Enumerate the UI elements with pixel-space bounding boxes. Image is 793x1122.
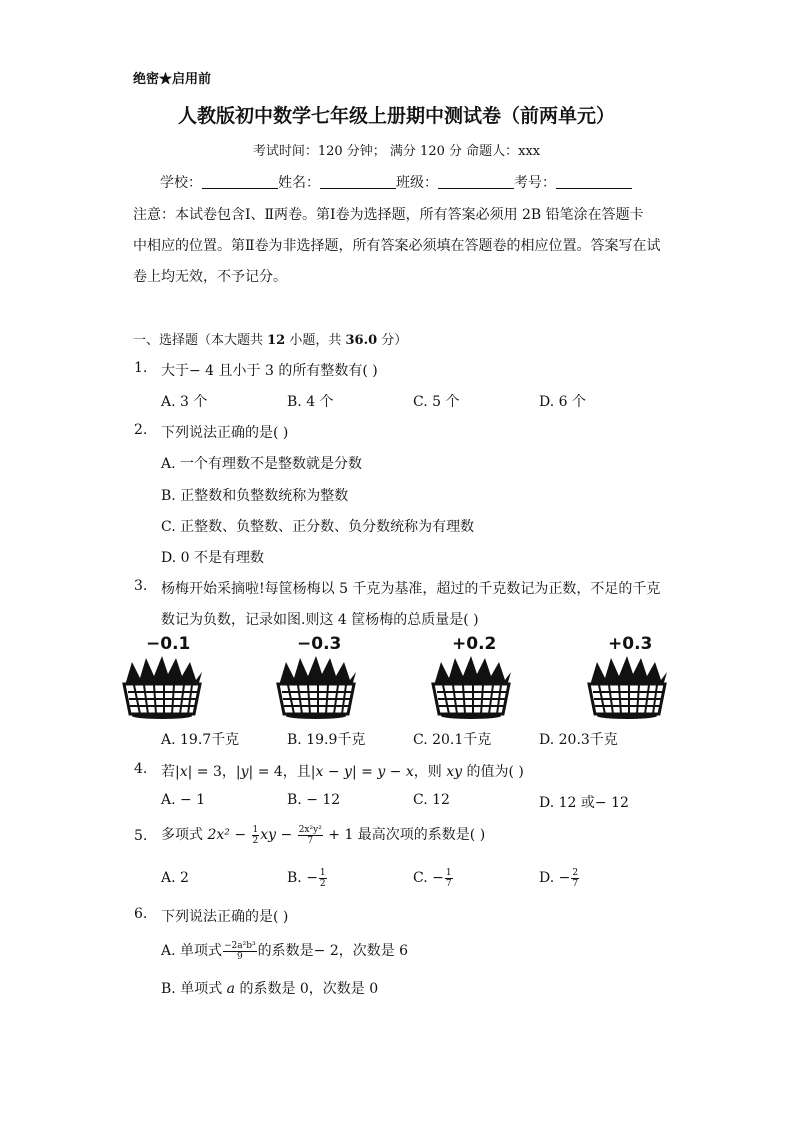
expression-y-minus-x: y − x xyxy=(377,764,414,780)
stem-part: 若| xyxy=(161,764,180,780)
variable-a: a xyxy=(226,981,235,997)
page-title: 人教版初中数学七年级上册期中测试卷（前两单元） xyxy=(177,105,615,127)
question-number: 2. xyxy=(134,422,148,438)
exam-number-blank[interactable] xyxy=(556,188,632,189)
notice-line-1: 注意：本试卷包含Ⅰ、Ⅱ两卷。第Ⅰ卷为选择题，所有答案必须用 2B 铅笔涂在答题卡 xyxy=(133,207,644,223)
question-number: 5. xyxy=(134,828,148,844)
section-heading-suffix: 分） xyxy=(377,333,408,348)
stem-part: 最高次项的系数是( ) xyxy=(353,827,486,843)
option-d[interactable]: D. 0 不是有理数 xyxy=(161,550,264,566)
basket-label: +0.3 xyxy=(608,634,653,654)
option-d[interactable]: D. 12 或− 12 xyxy=(539,795,629,811)
option-d[interactable]: D. 6 个 xyxy=(539,394,586,410)
option-b[interactable]: B. 正整数和负整数统称为整数 xyxy=(161,488,349,504)
confidential-mark: 绝密★启用前 xyxy=(133,72,212,87)
fraction-numerator: 1 xyxy=(252,824,259,835)
school-blank[interactable] xyxy=(202,188,278,189)
name-label: 姓名： xyxy=(278,175,320,191)
fraction-numerator: −2a²b³ xyxy=(224,940,256,951)
option-c[interactable]: C. 5 个 xyxy=(413,394,460,410)
question-stem: 大于− 4 且小于 3 的所有整数有( ) xyxy=(161,363,378,379)
option-text: 的系数是− 2，次数是 6 xyxy=(257,943,409,959)
class-blank[interactable] xyxy=(438,188,514,189)
section-question-count: 12 xyxy=(267,333,286,348)
school-label: 学校： xyxy=(160,175,202,191)
stem-part: 多项式 xyxy=(161,827,208,843)
info-fields-row xyxy=(160,172,632,192)
section-heading-prefix: 一、选择题（本大题共 xyxy=(133,333,268,348)
fraction-denominator: 7 xyxy=(307,835,314,846)
option-c[interactable]: C. 20.1千克 xyxy=(413,732,492,748)
fraction-denominator: 2 xyxy=(252,835,259,846)
bayberry-basket-icon xyxy=(274,652,358,720)
option-a[interactable]: A. 2 xyxy=(161,870,189,886)
option-c[interactable] xyxy=(413,866,454,890)
fraction-denominator: 9 xyxy=(236,951,243,962)
option-label: A. 单项式 xyxy=(161,943,223,959)
variable-x: x xyxy=(179,764,188,780)
basket-label: −0.1 xyxy=(146,634,191,654)
question-number: 3. xyxy=(134,578,148,594)
option-a[interactable]: A. 一个有理数不是整数就是分数 xyxy=(161,456,363,472)
basket-label: +0.2 xyxy=(452,634,497,654)
question-stem xyxy=(161,761,524,781)
fraction-term xyxy=(298,825,323,846)
section-heading-mid: 小题，共 xyxy=(285,333,346,348)
option-label: C. − xyxy=(413,870,444,886)
variable-y: y xyxy=(240,764,249,780)
section-total-score: 36.0 xyxy=(345,333,378,348)
option-label: B. − xyxy=(287,870,318,886)
option-b[interactable] xyxy=(287,866,328,890)
option-b[interactable]: B. 4 个 xyxy=(287,394,334,410)
monomial-fraction xyxy=(223,941,257,962)
option-c[interactable]: C. 12 xyxy=(413,792,450,808)
option-b[interactable]: B. 19.9千克 xyxy=(287,732,366,748)
question-stem xyxy=(161,822,485,848)
question-stem-line-2: 数记为负数，记录如图.则这 4 筐杨梅的总质量是( ) xyxy=(161,612,479,628)
fraction-denominator: 7 xyxy=(445,878,452,889)
fraction-denominator: 2 xyxy=(319,878,326,889)
operator: − xyxy=(276,827,297,843)
option-d[interactable]: D. 20.3千克 xyxy=(539,732,618,748)
question-stem-line-1: 杨梅开始采摘啦!每筐杨梅以 5 千克为基准，超过的千克数记为正数，不足的千克 xyxy=(161,581,661,597)
option-a[interactable] xyxy=(161,938,408,964)
option-c[interactable]: C. 正整数、负整数、正分数、负分数统称为有理数 xyxy=(161,519,475,535)
section-heading xyxy=(133,329,407,348)
variable-xy: xy xyxy=(446,764,463,780)
option-b[interactable]: B. − 12 xyxy=(287,792,341,808)
stem-part: 的值为( ) xyxy=(462,764,524,780)
option-fraction xyxy=(571,868,579,889)
stem-part: | = 3，| xyxy=(187,764,241,780)
question-stem: 下列说法正确的是( ) xyxy=(161,425,289,441)
option-b[interactable] xyxy=(161,978,378,998)
stem-part: | = xyxy=(351,764,378,780)
fraction-numerator: 1 xyxy=(319,867,326,878)
stem-part: | = 4，且| xyxy=(248,764,316,780)
fraction-numerator: 2x²y² xyxy=(298,824,322,835)
term-xy: xy xyxy=(260,827,277,843)
fraction-numerator: 1 xyxy=(445,867,452,878)
notice-line-2: 中相应的位置。第Ⅱ卷为非选择题，所有答案必须填在答题卷的相应位置。答案写在试 xyxy=(133,238,661,254)
name-blank[interactable] xyxy=(320,188,396,189)
question-number: 1. xyxy=(134,360,148,376)
fraction-one-half xyxy=(252,825,260,846)
question-stem: 下列说法正确的是( ) xyxy=(161,909,289,925)
question-number: 6. xyxy=(134,906,148,922)
bayberry-basket-icon xyxy=(585,652,669,720)
class-label: 班级： xyxy=(396,175,438,191)
fraction-denominator: 7 xyxy=(572,878,579,889)
option-a[interactable]: A. 3 个 xyxy=(161,394,208,410)
notice-line-3: 卷上均无效，不予记分。 xyxy=(133,269,287,285)
option-a[interactable]: A. − 1 xyxy=(161,792,206,808)
option-d[interactable] xyxy=(539,866,580,890)
stem-part: ，则 xyxy=(413,764,447,780)
option-label: B. 单项式 xyxy=(161,981,227,997)
expression-x-minus-y: x − y xyxy=(315,764,352,780)
operator: + 1 xyxy=(323,827,354,843)
option-fraction xyxy=(445,868,453,889)
question-number: 4. xyxy=(134,761,148,777)
bayberry-basket-icon xyxy=(429,652,513,720)
exam-subtitle: 考试时间：120 分钟； 满分 120 分 命题人：xxx xyxy=(252,144,541,159)
option-label: D. − xyxy=(539,870,571,886)
option-a[interactable]: A. 19.7千克 xyxy=(161,732,240,748)
term-2x-squared: 2x² xyxy=(207,827,230,843)
bayberry-basket-icon xyxy=(120,652,204,720)
exam-number-label: 考号： xyxy=(514,175,556,191)
option-fraction xyxy=(319,868,327,889)
basket-label: −0.3 xyxy=(297,634,342,654)
operator: − xyxy=(229,827,251,843)
fraction-numerator: 2 xyxy=(572,867,579,878)
option-text: 的系数是 0，次数是 0 xyxy=(235,981,379,997)
